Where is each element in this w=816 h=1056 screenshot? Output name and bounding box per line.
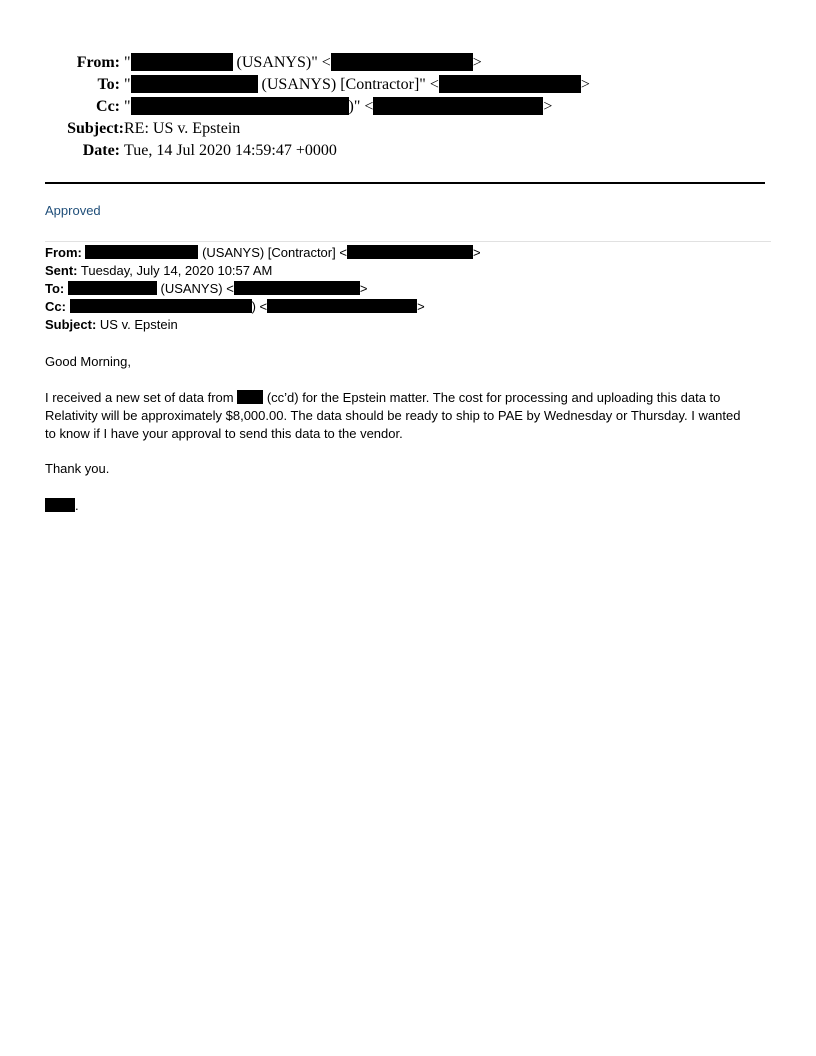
header-divider [45, 182, 765, 184]
redaction-block [237, 390, 263, 404]
quote-divider [45, 241, 771, 242]
header-to-value [124, 74, 590, 96]
original-from-close: > [472, 245, 481, 260]
original-message-header [45, 244, 481, 334]
message-line-2: Relativity will be approximately $8,000.00. The data should be ready to ship to PAE by Wednesday or Thursday. I wanted [45, 408, 741, 423]
header-from-close: > [472, 54, 482, 71]
header-cc-label: Cc: [96, 98, 120, 115]
redaction-block [45, 498, 75, 512]
redaction-block [267, 299, 417, 313]
original-cc-label: Cc: [45, 299, 66, 314]
header-date-label: Date: [82, 142, 120, 159]
header-cc-close: > [543, 98, 553, 115]
original-cc-row [45, 298, 481, 316]
reply-text: Approved [45, 203, 101, 218]
message-text: I received a new set of data from [45, 390, 238, 405]
message-text: (cc’d) for the Epstein matter. The cost for processing and uploading this data to [263, 390, 721, 405]
greeting: Good Morning, [45, 354, 131, 369]
header-from-open-quote: " [124, 54, 131, 71]
original-from-mid: (USANYS) [Contractor] < [198, 245, 347, 260]
message-paragraph [45, 389, 775, 443]
original-cc-close: > [417, 299, 425, 314]
redaction-block [85, 245, 198, 259]
redaction-block [70, 299, 252, 313]
original-subject-label: Subject: [45, 317, 97, 332]
redaction-block [373, 97, 543, 115]
original-to-row [45, 280, 481, 298]
original-to-mid: (USANYS) < [156, 281, 234, 296]
header-from-label: From: [76, 54, 120, 71]
original-from-label: From: [45, 245, 82, 260]
header-cc-row [0, 96, 816, 118]
closing: Thank you. [45, 461, 110, 476]
original-to-label: To: [45, 281, 65, 296]
redaction-block [131, 75, 258, 93]
redaction-block [131, 53, 233, 71]
message-line-1 [45, 389, 775, 407]
redaction-block [234, 281, 360, 295]
redaction-block [331, 53, 473, 71]
redaction-block [439, 75, 581, 93]
header-subject-value: RE: US v. Epstein [124, 120, 241, 137]
signature-suffix: . [75, 498, 79, 513]
redaction-block [347, 245, 473, 259]
header-to-row [0, 74, 816, 96]
original-cc-mid: ) < [251, 299, 268, 314]
redaction-block [68, 281, 157, 295]
header-to-close: > [580, 76, 590, 93]
original-sent-label: Sent: [45, 263, 78, 278]
header-cc-mid: )" < [348, 98, 374, 115]
header-cc-open-quote: " [124, 98, 131, 115]
redaction-block [131, 97, 349, 115]
header-from-mid: (USANYS)" < [232, 54, 331, 71]
original-sent-value: Tuesday, July 14, 2020 10:57 AM [77, 263, 273, 278]
original-from-row [45, 244, 481, 262]
header-to-label: To: [97, 76, 120, 93]
original-subject-value: US v. Epstein [96, 317, 178, 332]
header-subject-row [0, 118, 816, 140]
original-sent-row [45, 262, 481, 280]
original-to-close: > [359, 281, 368, 296]
header-from-value [124, 52, 482, 74]
header-date-value: Tue, 14 Jul 2020 14:59:47 +0000 [124, 142, 337, 159]
header-subject-label: Subject: [67, 120, 124, 137]
header-to-open-quote: " [124, 76, 131, 93]
message-line-3: to know if I have your approval to send this data to the vendor. [45, 426, 403, 441]
signature [45, 497, 775, 515]
header-from-row [0, 52, 816, 74]
original-subject-row [45, 316, 481, 334]
header-to-mid: (USANYS) [Contractor]" < [257, 76, 439, 93]
header-cc-value [124, 96, 552, 118]
header-date-row [0, 140, 816, 162]
